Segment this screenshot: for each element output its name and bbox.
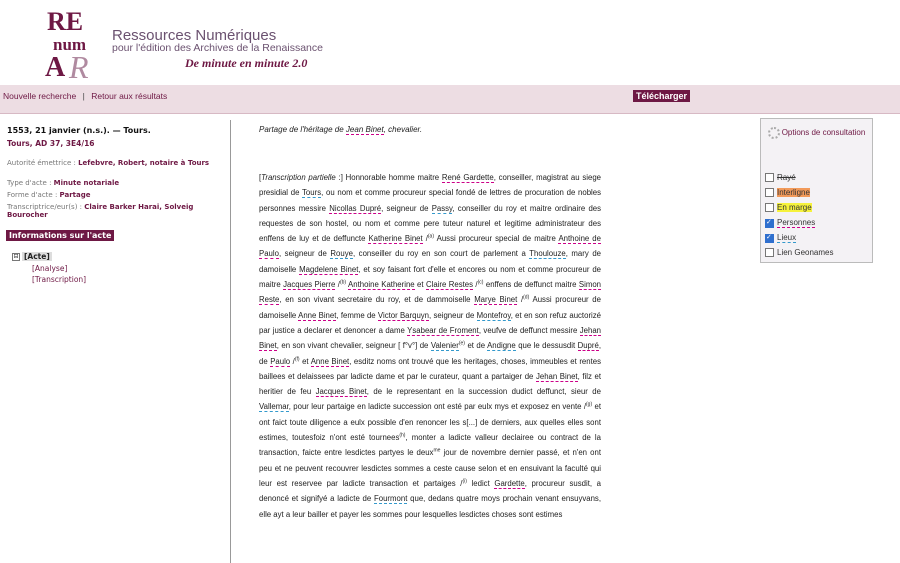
person-link[interactable]: Jacques Pierre bbox=[283, 280, 336, 290]
person-link[interactable]: Dupré bbox=[577, 341, 599, 351]
checkbox-personnes[interactable] bbox=[765, 219, 774, 228]
nav-bar bbox=[0, 85, 900, 114]
person-link[interactable]: Nicollas Dupré bbox=[329, 203, 382, 213]
back-to-results-link[interactable]: Retour aux résultats bbox=[91, 91, 168, 101]
doc-date-title: 1553, 21 janvier (n.s.). — Tours. bbox=[7, 126, 151, 135]
person-link[interactable]: Claire Restes bbox=[425, 280, 474, 290]
person-link[interactable]: René Gardette bbox=[441, 173, 494, 182]
person-link[interactable]: Jehan Binet bbox=[535, 371, 578, 381]
tree-item-transcription[interactable]: [Transcription] bbox=[32, 275, 87, 284]
new-search-link[interactable]: Nouvelle recherche bbox=[3, 91, 77, 101]
site-tagline: De minute en minute 2.0 bbox=[185, 56, 308, 70]
person-link[interactable]: Paulo bbox=[270, 356, 291, 366]
checkbox-raye[interactable] bbox=[765, 173, 774, 182]
place-link[interactable]: Passy bbox=[431, 203, 453, 213]
person-link[interactable]: Magdelene Binet bbox=[299, 264, 359, 274]
options-title: Options de consultation bbox=[781, 128, 866, 137]
person-link[interactable]: Gardette bbox=[494, 478, 525, 488]
tree-item-acte[interactable]: [Acte] bbox=[24, 252, 50, 261]
option-interligne[interactable]: Interligne bbox=[765, 188, 810, 197]
place-link[interactable]: Thoulouze bbox=[529, 249, 566, 259]
checkbox-interligne[interactable] bbox=[765, 188, 774, 197]
tree-item-analyse[interactable]: [Analyse] bbox=[32, 264, 68, 273]
meta-authority: Autorité émettrice : Lefebvre, Robert, notaire à Tours bbox=[7, 159, 210, 167]
place-link[interactable]: Valenier bbox=[430, 341, 459, 351]
download-button[interactable]: Télécharger bbox=[633, 90, 690, 102]
checkbox-lieux[interactable] bbox=[765, 234, 774, 243]
consultation-options-panel bbox=[760, 118, 873, 263]
site-title: Ressources Numériques bbox=[112, 27, 277, 44]
option-en-marge[interactable]: En marge bbox=[765, 203, 812, 212]
meta-type: Type d'acte : Minute notariale bbox=[7, 179, 120, 187]
place-link[interactable]: Vallemar bbox=[259, 402, 289, 412]
option-raye[interactable]: Rayé bbox=[765, 173, 796, 182]
info-heading: Informations sur l'acte bbox=[6, 230, 114, 241]
person-link[interactable]: Ysabear de Froment bbox=[407, 325, 479, 335]
act-summary: Partage de l'héritage de Jean Binet, chevalier. bbox=[259, 125, 423, 134]
renumar-logo[interactable] bbox=[45, 6, 107, 80]
person-link[interactable]: Jacques Binet bbox=[315, 387, 367, 397]
place-link[interactable]: Fourmont bbox=[374, 494, 408, 504]
doc-cote: Tours, AD 37, 3E4/16 bbox=[7, 139, 95, 148]
person-link[interactable]: Victor Barquyn bbox=[377, 310, 430, 320]
meta-transcribers: Transcriptrice/eur(s) : Claire Barker Harai, Solveig Bourocher bbox=[7, 203, 194, 219]
svg-text:num: num bbox=[53, 35, 87, 54]
transcription-text: [Transcription partielle :] Honnorable homme maitre René Gardette, conseiller, magistrat au siege presidial de Tours, ou nom et comme procureur special fondé de lettres de procuration de nobles personnes messire Nicollas Dupré, seigneur de Passy, conseiller du roy et maitre ordinaire des requestes de son hostel, ou nom et comme pere tuteur naturel et legitime administrateur des enffens de luy et de deffuncte Katherine Binet /$^{(a)}$ Aussi procureur special de maitre Anthoine de Paulo, seigneur de Rouye, conseiller du roy en son court de parlement a Thoulouze, mary de damoiselle Magdelene Binet, et soy faisant fort d'elle et encores ou nom et comme procureur de maitre Jacques Pierre /$^{(b)}$ Anthoine Katherine et Claire Restes /$^{(c)}$ enffens de deffunct maitre Simon Reste, en son vivant secretaire du roy, et de dammoiselle Marye Binet /$^{(d)}$ Aussi procureur de damoiselle Anne Binet, femme de Victor Barquyn, seigneur de Montefroy, et en son refuz auctorizé par justice a declarer et denoncer a dame Ysabear de Froment, veufve de deffunct messire Jehan Binet, en son vivant chevalier, seigneur [ f°v°] de Valenier$^{(e)}$ et de Andigne que le dessusdit Dupré, de Paulo /$^{(f)}$ et Anne Binet, esditz noms ont trouvé que les heritages, choses, immeubles et rentes baillees et delaissees par ladicte dame et par le curateur, quant a partaiger de Jehan Binet, filz et heritier de feu Jacques Binet, de le representant en la succession dudict deffunct, sieur de Vallemar, pour leur partaige en ladicte succession ont esté par eulx mys et exposez en vente /$^{(g)}$ et ont faict toute diligence a eulx possible d'en renoncer les s[...] de derniers, aux quelles elles sont estimes, toutesfoiz n'ont esté tournees$^{(h)}$, monter a ladicte valleur declairee ou contract de la transaction, faicte entre lesdictes partyes le deux$^{me}$ jour de novembre dernier passé, et n'en ont peu et ne peuvent recouvrer lesdictes sommes a ceste cause selon et en ensuivant la faculté qui leur est reservee par ladicte transaction et partaiges /$^{(i)}$ ledict Gardette, procureur susdit, a denoncé et signifyé a ladicte de Fourmont que, dedans quatre moys prochain venant ensuyvans, elle ayt a leur bailler et payer les sommes pour lesquelles lesdictes choses sont estimes bbox=[259, 173, 601, 519]
collapse-icon[interactable]: ⊟ bbox=[13, 253, 19, 260]
person-link[interactable]: Marye Binet bbox=[474, 295, 518, 305]
option-personnes[interactable]: ✓ Personnes bbox=[765, 218, 815, 228]
transcription-panel bbox=[259, 120, 601, 563]
svg-text:A: A bbox=[45, 52, 66, 80]
person-link[interactable]: Anthoine Katherine bbox=[348, 280, 415, 290]
person-link[interactable]: Anthoine de Paulo bbox=[259, 234, 601, 259]
gear-icon bbox=[768, 127, 780, 139]
site-subtitle: pour l'édition des Archives de la Renaissance bbox=[112, 42, 323, 54]
person-link[interactable]: Katherine Binet bbox=[368, 234, 423, 244]
checkbox-en-marge[interactable] bbox=[765, 203, 774, 212]
option-lien-geonames[interactable]: Lien Geonames bbox=[765, 248, 833, 257]
place-link[interactable]: Montefroy bbox=[476, 310, 511, 320]
person-link[interactable]: Anne Binet bbox=[310, 356, 350, 366]
place-link[interactable]: Tours bbox=[302, 188, 322, 198]
person-link[interactable]: Simon Reste bbox=[259, 280, 601, 305]
site-header bbox=[0, 0, 900, 85]
svg-text:RE: RE bbox=[47, 7, 84, 36]
person-link[interactable]: Anne Binet bbox=[298, 310, 337, 320]
nav-separator: | bbox=[82, 91, 85, 101]
person-link[interactable]: Jehan Binet bbox=[259, 325, 601, 351]
checkbox-lien-geonames[interactable] bbox=[765, 248, 774, 257]
option-lieux[interactable]: ✓ Lieux bbox=[765, 233, 796, 243]
place-link[interactable]: Rouye bbox=[330, 249, 353, 259]
person-link[interactable]: Jean Binet bbox=[345, 125, 384, 134]
svg-text:R: R bbox=[69, 49, 89, 80]
meta-form: Forme d'acte : Partage bbox=[7, 191, 91, 199]
place-link[interactable]: Andigne bbox=[487, 341, 516, 351]
sidebar bbox=[0, 120, 231, 563]
document-tree bbox=[12, 252, 86, 284]
